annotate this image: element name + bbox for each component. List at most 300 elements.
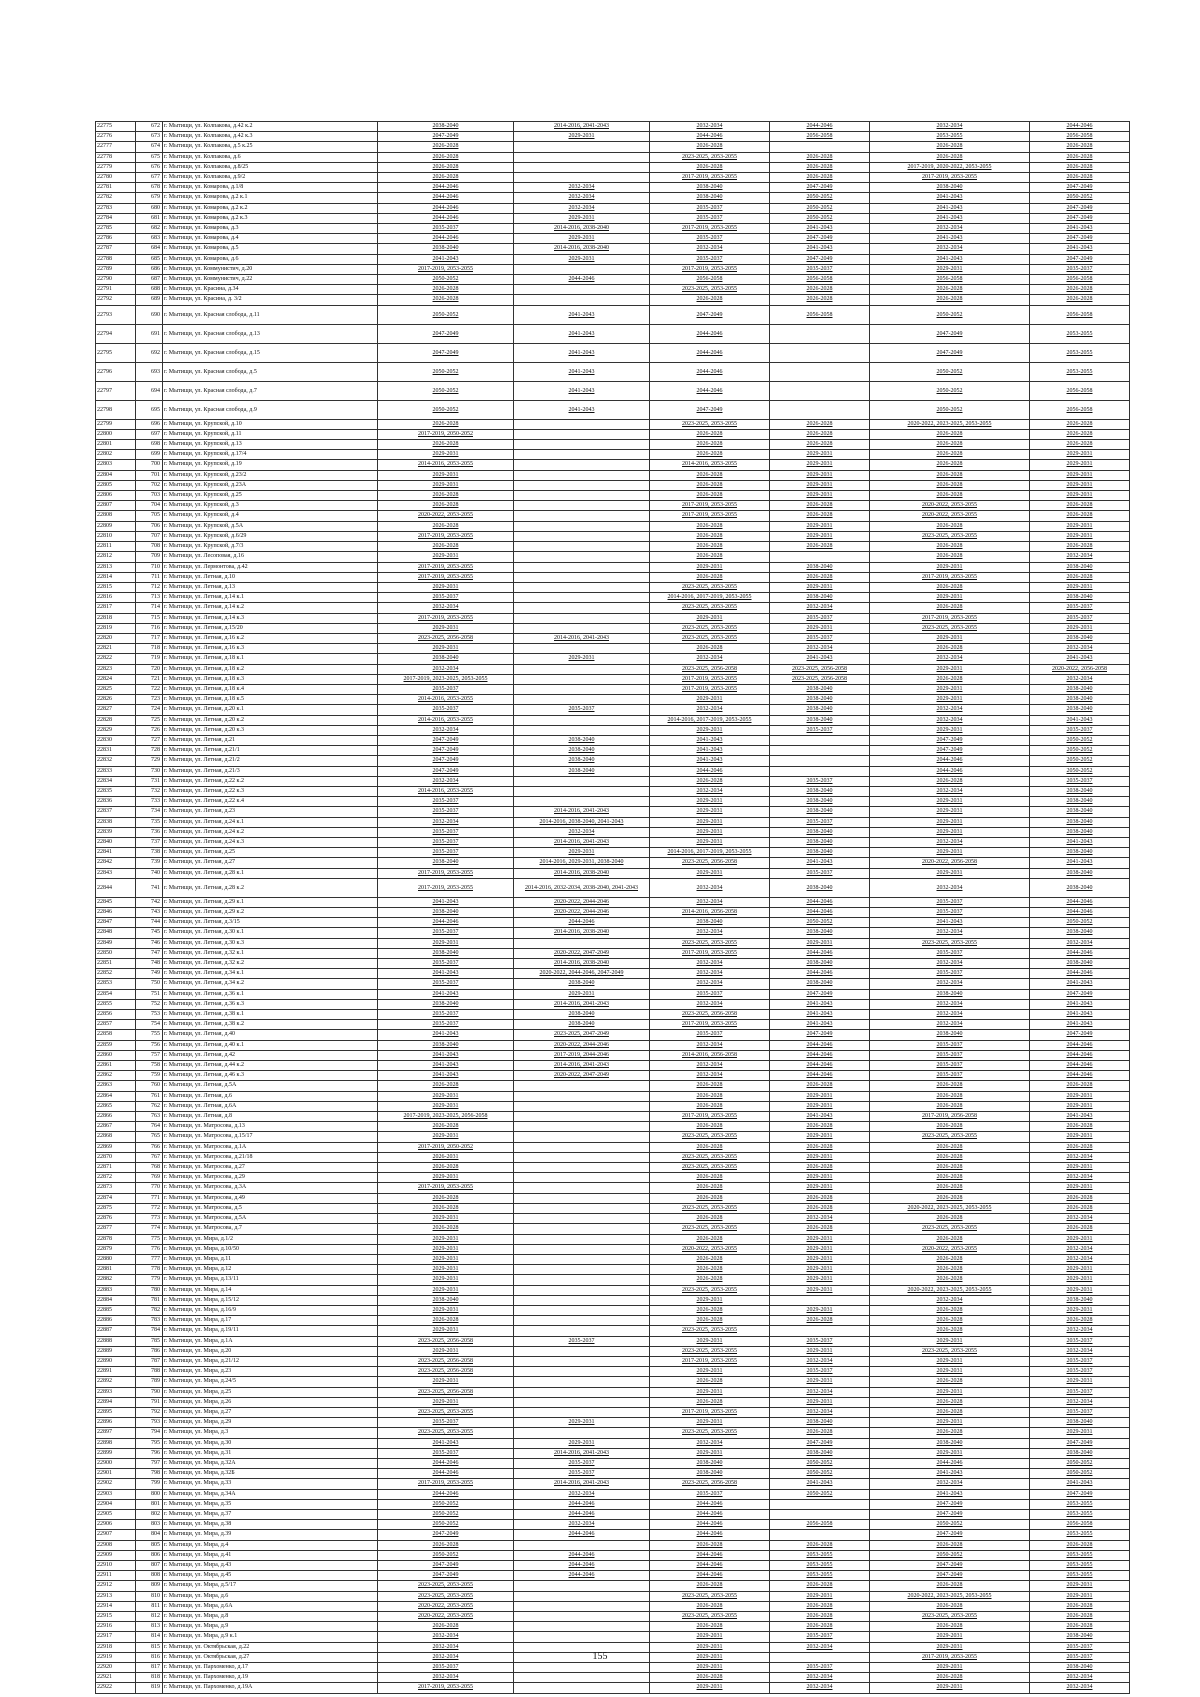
row-index-cell: 22882 bbox=[96, 1275, 136, 1285]
period-col-1-cell: 2041-2043 bbox=[378, 1438, 514, 1448]
item-number-cell: 696 bbox=[136, 419, 163, 429]
address-cell: г. Мытищи, ул. Мира, д.10/50 bbox=[163, 1244, 378, 1254]
address-cell: г. Мытищи, ул. Крупской, д.5А bbox=[163, 521, 378, 531]
row-index-cell: 22889 bbox=[96, 1346, 136, 1356]
item-number-cell: 792 bbox=[136, 1407, 163, 1417]
item-number-cell: 801 bbox=[136, 1499, 163, 1509]
period-col-3-cell: 2023-2025, 2053-2055 bbox=[650, 1612, 770, 1622]
row-index-cell: 22784 bbox=[96, 213, 136, 223]
table-row bbox=[96, 1438, 1130, 1448]
period-col-1-cell: 2029-2031 bbox=[378, 1244, 514, 1254]
address-cell: г. Мытищи, ул. Пархоменко, д.19А bbox=[163, 1683, 378, 1693]
address-cell: г. Мытищи, ул. Коммунистич, д.20 bbox=[163, 264, 378, 274]
address-cell: г. Мытищи, ул. Красная слобода, д.11 bbox=[163, 305, 378, 324]
item-number-cell: 714 bbox=[136, 603, 163, 613]
address-cell: г. Мытищи, ул. Летная, д.24 к.2 bbox=[163, 827, 378, 837]
address-cell: г. Мытищи, ул. Летная, д.18 к.2 bbox=[163, 664, 378, 674]
item-number-cell: 715 bbox=[136, 613, 163, 623]
table-row bbox=[96, 1499, 1130, 1509]
period-col-3-cell: 2020-2022, 2053-2055 bbox=[650, 1244, 770, 1254]
period-col-2-cell bbox=[514, 1663, 650, 1673]
period-col-5-cell: 2026-2028 bbox=[870, 491, 1030, 501]
period-col-2-cell bbox=[514, 1377, 650, 1387]
period-col-2-cell bbox=[514, 1112, 650, 1122]
item-number-cell: 795 bbox=[136, 1438, 163, 1448]
period-col-3-cell: 2056-2058 bbox=[650, 275, 770, 285]
period-col-2-cell: 2014-2016, 2041-2043 bbox=[514, 633, 650, 643]
table-row bbox=[96, 644, 1130, 654]
period-col-5-cell: 2026-2028 bbox=[870, 1316, 1030, 1326]
table-row bbox=[96, 1387, 1130, 1397]
row-index-cell: 22881 bbox=[96, 1265, 136, 1275]
row-index-cell: 22778 bbox=[96, 152, 136, 162]
period-col-4-cell: 2047-2049 bbox=[770, 254, 870, 264]
period-col-2-cell bbox=[514, 1367, 650, 1377]
period-col-4-cell: 2029-2031 bbox=[770, 1091, 870, 1101]
item-number-cell: 753 bbox=[136, 1010, 163, 1020]
table-row bbox=[96, 684, 1130, 694]
item-number-cell: 797 bbox=[136, 1458, 163, 1468]
period-col-2-cell: 2041-2043 bbox=[514, 305, 650, 324]
period-col-2-cell bbox=[514, 1632, 650, 1642]
address-cell: г. Мытищи, ул. Летная, д.15/20 bbox=[163, 623, 378, 633]
period-col-2-cell: 2038-2040 bbox=[514, 1010, 650, 1020]
table-row bbox=[96, 285, 1130, 295]
period-col-2-cell bbox=[514, 162, 650, 172]
table-row bbox=[96, 1530, 1130, 1540]
table-row bbox=[96, 999, 1130, 1009]
item-number-cell: 687 bbox=[136, 275, 163, 285]
row-index-cell: 22904 bbox=[96, 1499, 136, 1509]
period-col-3-cell: 2044-2046 bbox=[650, 362, 770, 381]
row-index-cell: 22878 bbox=[96, 1234, 136, 1244]
table-row bbox=[96, 324, 1130, 343]
period-col-3-cell: 2017-2019, 2053-2055 bbox=[650, 1112, 770, 1122]
period-col-5-cell: 2026-2028 bbox=[870, 460, 1030, 470]
table-row bbox=[96, 918, 1130, 928]
table-row bbox=[96, 470, 1130, 480]
row-index-cell: 22891 bbox=[96, 1367, 136, 1377]
row-index-cell: 22843 bbox=[96, 868, 136, 878]
address-cell: г. Мытищи, ул. Крупской, д.25 bbox=[163, 491, 378, 501]
period-col-6-cell: 2038-2040 bbox=[1030, 1418, 1130, 1428]
period-col-3-cell: 2014-2016, 2056-2058 bbox=[650, 908, 770, 918]
period-col-6-cell: 2026-2028 bbox=[1030, 440, 1130, 450]
period-col-3-cell: 2029-2031 bbox=[650, 837, 770, 847]
period-col-5-cell: 2029-2031 bbox=[870, 264, 1030, 274]
table-row bbox=[96, 735, 1130, 745]
period-col-1-cell: 2029-2031 bbox=[378, 1377, 514, 1387]
row-index-cell: 22892 bbox=[96, 1377, 136, 1387]
period-col-3-cell: 2038-2040 bbox=[650, 183, 770, 193]
period-col-1-cell: 2050-2052 bbox=[378, 400, 514, 419]
row-index-cell: 22785 bbox=[96, 224, 136, 234]
item-number-cell: 737 bbox=[136, 837, 163, 847]
address-cell: г. Мытищи, ул. Колпакова, д.42 к.3 bbox=[163, 132, 378, 142]
period-col-6-cell: 2026-2028 bbox=[1030, 419, 1130, 429]
row-index-cell: 22793 bbox=[96, 305, 136, 324]
table-row bbox=[96, 1326, 1130, 1336]
period-col-2-cell: 2035-2037 bbox=[514, 1469, 650, 1479]
period-col-3-cell: 2023-2025, 2053-2055 bbox=[650, 603, 770, 613]
item-number-cell: 732 bbox=[136, 786, 163, 796]
item-number-cell: 746 bbox=[136, 938, 163, 948]
period-col-5-cell: 2026-2028 bbox=[870, 1183, 1030, 1193]
period-col-6-cell: 2056-2058 bbox=[1030, 400, 1130, 419]
row-index-cell: 22839 bbox=[96, 827, 136, 837]
table-row bbox=[96, 501, 1130, 511]
period-col-5-cell: 2047-2049 bbox=[870, 746, 1030, 756]
item-number-cell: 688 bbox=[136, 285, 163, 295]
period-col-3-cell: 2038-2040 bbox=[650, 918, 770, 928]
period-col-3-cell: 2023-2025, 2053-2055 bbox=[650, 285, 770, 295]
period-col-2-cell: 2029-2031 bbox=[514, 234, 650, 244]
table-row bbox=[96, 858, 1130, 868]
period-col-5-cell: 2023-2025, 2053-2055 bbox=[870, 1132, 1030, 1142]
item-number-cell: 765 bbox=[136, 1132, 163, 1142]
row-index-cell: 22893 bbox=[96, 1387, 136, 1397]
period-col-3-cell: 2026-2028 bbox=[650, 1081, 770, 1091]
address-cell: г. Мытищи, ул. Мира, д.24/5 bbox=[163, 1377, 378, 1387]
period-col-5-cell: 2026-2028 bbox=[870, 1581, 1030, 1591]
period-col-2-cell: 2032-2034 bbox=[514, 183, 650, 193]
period-col-3-cell: 2023-2025, 2053-2055 bbox=[650, 1152, 770, 1162]
period-col-1-cell: 2050-2052 bbox=[378, 305, 514, 324]
period-col-1-cell: 2035-2037 bbox=[378, 1448, 514, 1458]
item-number-cell: 762 bbox=[136, 1101, 163, 1111]
period-col-6-cell: 2026-2028 bbox=[1030, 1224, 1130, 1234]
period-col-2-cell: 2020-2022, 2044-2046 bbox=[514, 908, 650, 918]
period-col-5-cell: 2017-2019, 2053-2055 bbox=[870, 572, 1030, 582]
period-col-4-cell bbox=[770, 1499, 870, 1509]
row-index-cell: 22865 bbox=[96, 1101, 136, 1111]
period-col-3-cell: 2023-2025, 2056-2058 bbox=[650, 1479, 770, 1489]
row-index-cell: 22782 bbox=[96, 193, 136, 203]
period-col-6-cell: 2038-2040 bbox=[1030, 928, 1130, 938]
row-index-cell: 22820 bbox=[96, 633, 136, 643]
period-col-6-cell: 2029-2031 bbox=[1030, 450, 1130, 460]
period-col-4-cell bbox=[770, 324, 870, 343]
period-col-1-cell: 2026-2028 bbox=[378, 542, 514, 552]
table-row bbox=[96, 480, 1130, 490]
item-number-cell: 734 bbox=[136, 807, 163, 817]
row-index-cell: 22864 bbox=[96, 1091, 136, 1101]
period-col-1-cell: 2047-2049 bbox=[378, 1571, 514, 1581]
period-col-4-cell: 2041-2043 bbox=[770, 1020, 870, 1030]
item-number-cell: 771 bbox=[136, 1193, 163, 1203]
period-col-4-cell: 2047-2049 bbox=[770, 1030, 870, 1040]
item-number-cell: 788 bbox=[136, 1367, 163, 1377]
period-col-2-cell bbox=[514, 582, 650, 592]
period-col-2-cell: 2023-2025, 2047-2049 bbox=[514, 1030, 650, 1040]
period-col-4-cell: 2029-2031 bbox=[770, 1152, 870, 1162]
period-col-3-cell: 2023-2025, 2053-2055 bbox=[650, 582, 770, 592]
item-number-cell: 701 bbox=[136, 470, 163, 480]
table-row bbox=[96, 1316, 1130, 1326]
row-index-cell: 22838 bbox=[96, 817, 136, 827]
item-number-cell: 694 bbox=[136, 381, 163, 400]
row-index-cell: 22788 bbox=[96, 254, 136, 264]
period-col-6-cell: 2035-2037 bbox=[1030, 1387, 1130, 1397]
period-col-3-cell: 2044-2046 bbox=[650, 1499, 770, 1509]
address-cell: г. Мытищи, ул. Летная, д.21/1 bbox=[163, 746, 378, 756]
period-col-1-cell: 2029-2031 bbox=[378, 1132, 514, 1142]
period-col-2-cell bbox=[514, 1540, 650, 1550]
period-col-3-cell: 2035-2037 bbox=[650, 1030, 770, 1040]
period-col-1-cell: 2029-2031 bbox=[378, 582, 514, 592]
address-cell: г. Мытищи, ул. Летная, д.8 bbox=[163, 1112, 378, 1122]
row-index-cell: 22887 bbox=[96, 1326, 136, 1336]
row-index-cell: 22848 bbox=[96, 928, 136, 938]
address-cell: г. Мытищи, ул. Октябрьская, д.27 bbox=[163, 1652, 378, 1662]
period-col-2-cell bbox=[514, 1428, 650, 1438]
period-col-4-cell: 2032-2034 bbox=[770, 603, 870, 613]
period-col-1-cell: 2032-2034 bbox=[378, 664, 514, 674]
address-cell: г. Мытищи, ул. Мира, д.37 bbox=[163, 1509, 378, 1519]
period-col-1-cell: 2044-2046 bbox=[378, 193, 514, 203]
address-cell: г. Мытищи, ул. Октябрьская, д.22 bbox=[163, 1642, 378, 1652]
period-col-2-cell: 2014-2016, 2041-2043 bbox=[514, 1479, 650, 1489]
item-number-cell: 678 bbox=[136, 183, 163, 193]
row-index-cell: 22913 bbox=[96, 1591, 136, 1601]
period-col-5-cell: 2026-2028 bbox=[870, 1142, 1030, 1152]
period-col-5-cell: 2041-2043 bbox=[870, 234, 1030, 244]
period-col-6-cell: 2029-2031 bbox=[1030, 1183, 1130, 1193]
period-col-3-cell: 2029-2031 bbox=[650, 797, 770, 807]
period-col-6-cell: 2032-2034 bbox=[1030, 644, 1130, 654]
period-col-5-cell: 2020-2022, 2056-2058 bbox=[870, 858, 1030, 868]
address-cell: г. Мытищи, ул. Крупской, д.4 bbox=[163, 511, 378, 521]
period-col-6-cell: 2026-2028 bbox=[1030, 162, 1130, 172]
period-col-2-cell: 2038-2040 bbox=[514, 1020, 650, 1030]
period-col-3-cell: 2029-2031 bbox=[650, 817, 770, 827]
period-col-5-cell: 2038-2040 bbox=[870, 989, 1030, 999]
row-index-cell: 22903 bbox=[96, 1489, 136, 1499]
period-col-2-cell: 2029-2031 bbox=[514, 1418, 650, 1428]
period-col-3-cell: 2023-2025, 2053-2055 bbox=[650, 1428, 770, 1438]
table-row bbox=[96, 1101, 1130, 1111]
address-cell: г. Мытищи, ул. Летная, д.21 bbox=[163, 735, 378, 745]
period-col-3-cell: 2032-2034 bbox=[650, 928, 770, 938]
period-col-1-cell: 2047-2049 bbox=[378, 756, 514, 766]
period-col-4-cell: 2038-2040 bbox=[770, 695, 870, 705]
item-number-cell: 673 bbox=[136, 132, 163, 142]
address-cell: г. Мытищи, ул. Мира, д.6А bbox=[163, 1601, 378, 1611]
period-col-2-cell bbox=[514, 1234, 650, 1244]
period-col-4-cell bbox=[770, 746, 870, 756]
address-cell: г. Мытищи, ул. Летная, д.22 к.3 bbox=[163, 786, 378, 796]
period-col-1-cell: 2050-2052 bbox=[378, 362, 514, 381]
address-cell: г. Мытищи, ул. Летная, д.14 к.1 bbox=[163, 593, 378, 603]
period-col-6-cell: 2032-2034 bbox=[1030, 1254, 1130, 1264]
item-number-cell: 769 bbox=[136, 1173, 163, 1183]
address-cell: г. Мытищи, ул. Летная, д.21/2 bbox=[163, 756, 378, 766]
row-index-cell: 22897 bbox=[96, 1428, 136, 1438]
period-col-2-cell bbox=[514, 470, 650, 480]
item-number-cell: 776 bbox=[136, 1244, 163, 1254]
row-index-cell: 22880 bbox=[96, 1254, 136, 1264]
period-col-1-cell: 2050-2052 bbox=[378, 275, 514, 285]
period-col-1-cell: 2029-2031 bbox=[378, 1285, 514, 1295]
period-col-1-cell: 2041-2043 bbox=[378, 969, 514, 979]
table-row bbox=[96, 1663, 1130, 1673]
item-number-cell: 813 bbox=[136, 1622, 163, 1632]
address-cell: г. Мытищи, ул. Матросова, д.3А bbox=[163, 1183, 378, 1193]
period-col-5-cell: 2044-2046 bbox=[870, 766, 1030, 776]
period-col-6-cell: 2056-2058 bbox=[1030, 275, 1130, 285]
period-col-3-cell: 2026-2028 bbox=[650, 162, 770, 172]
period-col-1-cell: 2026-2028 bbox=[378, 295, 514, 305]
period-col-3-cell: 2029-2031 bbox=[650, 1336, 770, 1346]
address-cell: г. Мытищи, ул. Крупской, д.17/4 bbox=[163, 450, 378, 460]
period-col-4-cell: 2026-2028 bbox=[770, 1203, 870, 1213]
row-index-cell: 22812 bbox=[96, 552, 136, 562]
period-col-6-cell: 2035-2037 bbox=[1030, 1336, 1130, 1346]
period-col-4-cell: 2029-2031 bbox=[770, 1173, 870, 1183]
period-col-3-cell: 2029-2031 bbox=[650, 562, 770, 572]
period-col-5-cell: 2026-2028 bbox=[870, 1234, 1030, 1244]
address-cell: г. Мытищи, ул. Летная, д.16 к.3 bbox=[163, 644, 378, 654]
period-col-6-cell: 2044-2046 bbox=[1030, 1040, 1130, 1050]
row-index-cell: 22807 bbox=[96, 501, 136, 511]
period-col-1-cell: 2017-2019, 2053-2055 bbox=[378, 1683, 514, 1693]
period-col-3-cell: 2044-2046 bbox=[650, 1509, 770, 1519]
item-number-cell: 683 bbox=[136, 234, 163, 244]
period-col-3-cell: 2026-2028 bbox=[650, 1193, 770, 1203]
row-index-cell: 22831 bbox=[96, 746, 136, 756]
period-col-2-cell bbox=[514, 1254, 650, 1264]
row-index-cell: 22789 bbox=[96, 264, 136, 274]
row-index-cell: 22908 bbox=[96, 1540, 136, 1550]
period-col-2-cell: 2044-2046 bbox=[514, 1499, 650, 1509]
row-index-cell: 22877 bbox=[96, 1224, 136, 1234]
period-col-2-cell bbox=[514, 1622, 650, 1632]
period-col-6-cell: 2038-2040 bbox=[1030, 959, 1130, 969]
address-cell: г. Мытищи, ул. Летная, д.24 к.1 bbox=[163, 817, 378, 827]
period-col-5-cell: 2026-2028 bbox=[870, 1407, 1030, 1417]
period-col-1-cell: 2014-2016, 2053-2055 bbox=[378, 715, 514, 725]
period-col-5-cell: 2026-2028 bbox=[870, 152, 1030, 162]
period-col-4-cell: 2041-2043 bbox=[770, 1479, 870, 1489]
period-col-3-cell: 2032-2034 bbox=[650, 244, 770, 254]
period-col-2-cell bbox=[514, 542, 650, 552]
item-number-cell: 677 bbox=[136, 173, 163, 183]
table-row bbox=[96, 193, 1130, 203]
period-col-5-cell: 2029-2031 bbox=[870, 725, 1030, 735]
period-col-4-cell: 2029-2031 bbox=[770, 1244, 870, 1254]
period-col-2-cell: 2044-2046 bbox=[514, 1530, 650, 1540]
period-col-1-cell: 2017-2019, 2053-2055 bbox=[378, 868, 514, 878]
table-row bbox=[96, 959, 1130, 969]
period-col-3-cell: 2026-2028 bbox=[650, 1305, 770, 1315]
period-col-4-cell: 2044-2046 bbox=[770, 1050, 870, 1060]
period-col-2-cell bbox=[514, 725, 650, 735]
period-col-1-cell: 2029-2031 bbox=[378, 623, 514, 633]
address-cell: г. Мытищи, ул. Крупской, д.11 bbox=[163, 429, 378, 439]
period-col-6-cell: 2026-2028 bbox=[1030, 1622, 1130, 1632]
period-col-4-cell: 2044-2046 bbox=[770, 1061, 870, 1071]
table-row bbox=[96, 1295, 1130, 1305]
period-col-4-cell: 2038-2040 bbox=[770, 807, 870, 817]
address-cell: г. Мытищи, ул. Коммунистич, д.22 bbox=[163, 275, 378, 285]
item-number-cell: 676 bbox=[136, 162, 163, 172]
table-row bbox=[96, 1112, 1130, 1122]
period-col-4-cell: 2035-2037 bbox=[770, 868, 870, 878]
period-col-4-cell: 2041-2043 bbox=[770, 999, 870, 1009]
table-row bbox=[96, 1612, 1130, 1622]
period-col-1-cell: 2035-2037 bbox=[378, 224, 514, 234]
row-index-cell: 22907 bbox=[96, 1530, 136, 1540]
period-col-3-cell: 2038-2040 bbox=[650, 1469, 770, 1479]
table-row bbox=[96, 807, 1130, 817]
row-index-cell: 22779 bbox=[96, 162, 136, 172]
period-col-3-cell: 2026-2028 bbox=[650, 572, 770, 582]
period-col-4-cell: 2038-2040 bbox=[770, 979, 870, 989]
period-col-4-cell bbox=[770, 1295, 870, 1305]
period-col-2-cell: 2029-2031 bbox=[514, 848, 650, 858]
period-col-4-cell: 2035-2037 bbox=[770, 633, 870, 643]
period-col-5-cell: 2029-2031 bbox=[870, 1356, 1030, 1366]
period-col-1-cell: 2029-2031 bbox=[378, 1275, 514, 1285]
address-cell: г. Мытищи, ул. Летная, д.27 bbox=[163, 858, 378, 868]
row-index-cell: 22830 bbox=[96, 735, 136, 745]
item-number-cell: 761 bbox=[136, 1091, 163, 1101]
period-col-1-cell: 2029-2031 bbox=[378, 480, 514, 490]
address-cell: г. Мытищи, ул. Комарова, д.6 bbox=[163, 254, 378, 264]
item-number-cell: 784 bbox=[136, 1326, 163, 1336]
period-col-4-cell: 2026-2028 bbox=[770, 1193, 870, 1203]
period-col-1-cell: 2029-2031 bbox=[378, 1234, 514, 1244]
item-number-cell: 686 bbox=[136, 264, 163, 274]
period-col-3-cell: 2026-2028 bbox=[650, 1214, 770, 1224]
period-col-6-cell: 2026-2028 bbox=[1030, 1193, 1130, 1203]
address-cell: г. Мытищи, ул. Летная, д.18 к.3 bbox=[163, 674, 378, 684]
row-index-cell: 22846 bbox=[96, 908, 136, 918]
period-col-2-cell: 2032-2034 bbox=[514, 203, 650, 213]
period-col-3-cell: 2038-2040 bbox=[650, 193, 770, 203]
period-col-2-cell: 2044-2046 bbox=[514, 1550, 650, 1560]
item-number-cell: 689 bbox=[136, 295, 163, 305]
period-col-5-cell: 2047-2049 bbox=[870, 1561, 1030, 1571]
table-row bbox=[96, 1183, 1130, 1193]
address-cell: г. Мытищи, ул. Летная, д.38 к.2 bbox=[163, 1020, 378, 1030]
row-index-cell: 22895 bbox=[96, 1407, 136, 1417]
period-col-2-cell: 2014-2016, 2038-2040 bbox=[514, 959, 650, 969]
period-col-2-cell bbox=[514, 1326, 650, 1336]
period-col-6-cell: 2056-2058 bbox=[1030, 1520, 1130, 1530]
period-col-5-cell: 2029-2031 bbox=[870, 797, 1030, 807]
row-index-cell: 22826 bbox=[96, 695, 136, 705]
period-col-1-cell: 2044-2046 bbox=[378, 918, 514, 928]
period-col-2-cell: 2014-2016, 2041-2043 bbox=[514, 807, 650, 817]
period-col-6-cell: 2056-2058 bbox=[1030, 305, 1130, 324]
table-row bbox=[96, 491, 1130, 501]
period-col-4-cell: 2023-2025, 2056-2058 bbox=[770, 674, 870, 684]
period-col-6-cell: 2032-2034 bbox=[1030, 938, 1130, 948]
period-col-3-cell: 2023-2025, 2053-2055 bbox=[650, 1163, 770, 1173]
item-number-cell: 751 bbox=[136, 989, 163, 999]
period-col-5-cell: 2020-2022, 2023-2025, 2053-2055 bbox=[870, 1203, 1030, 1213]
period-col-2-cell: 2014-2016, 2041-2043 bbox=[514, 1448, 650, 1458]
address-cell: г. Мытищи, ул. Колпакова, д.9/2 bbox=[163, 173, 378, 183]
period-col-5-cell: 2050-2052 bbox=[870, 381, 1030, 400]
period-col-3-cell: 2017-2019, 2053-2055 bbox=[650, 674, 770, 684]
period-col-3-cell: 2026-2028 bbox=[650, 480, 770, 490]
table-row bbox=[96, 1030, 1130, 1040]
period-col-5-cell: 2026-2028 bbox=[870, 1081, 1030, 1091]
period-col-4-cell: 2026-2028 bbox=[770, 1601, 870, 1611]
period-col-5-cell: 2026-2028 bbox=[870, 1601, 1030, 1611]
